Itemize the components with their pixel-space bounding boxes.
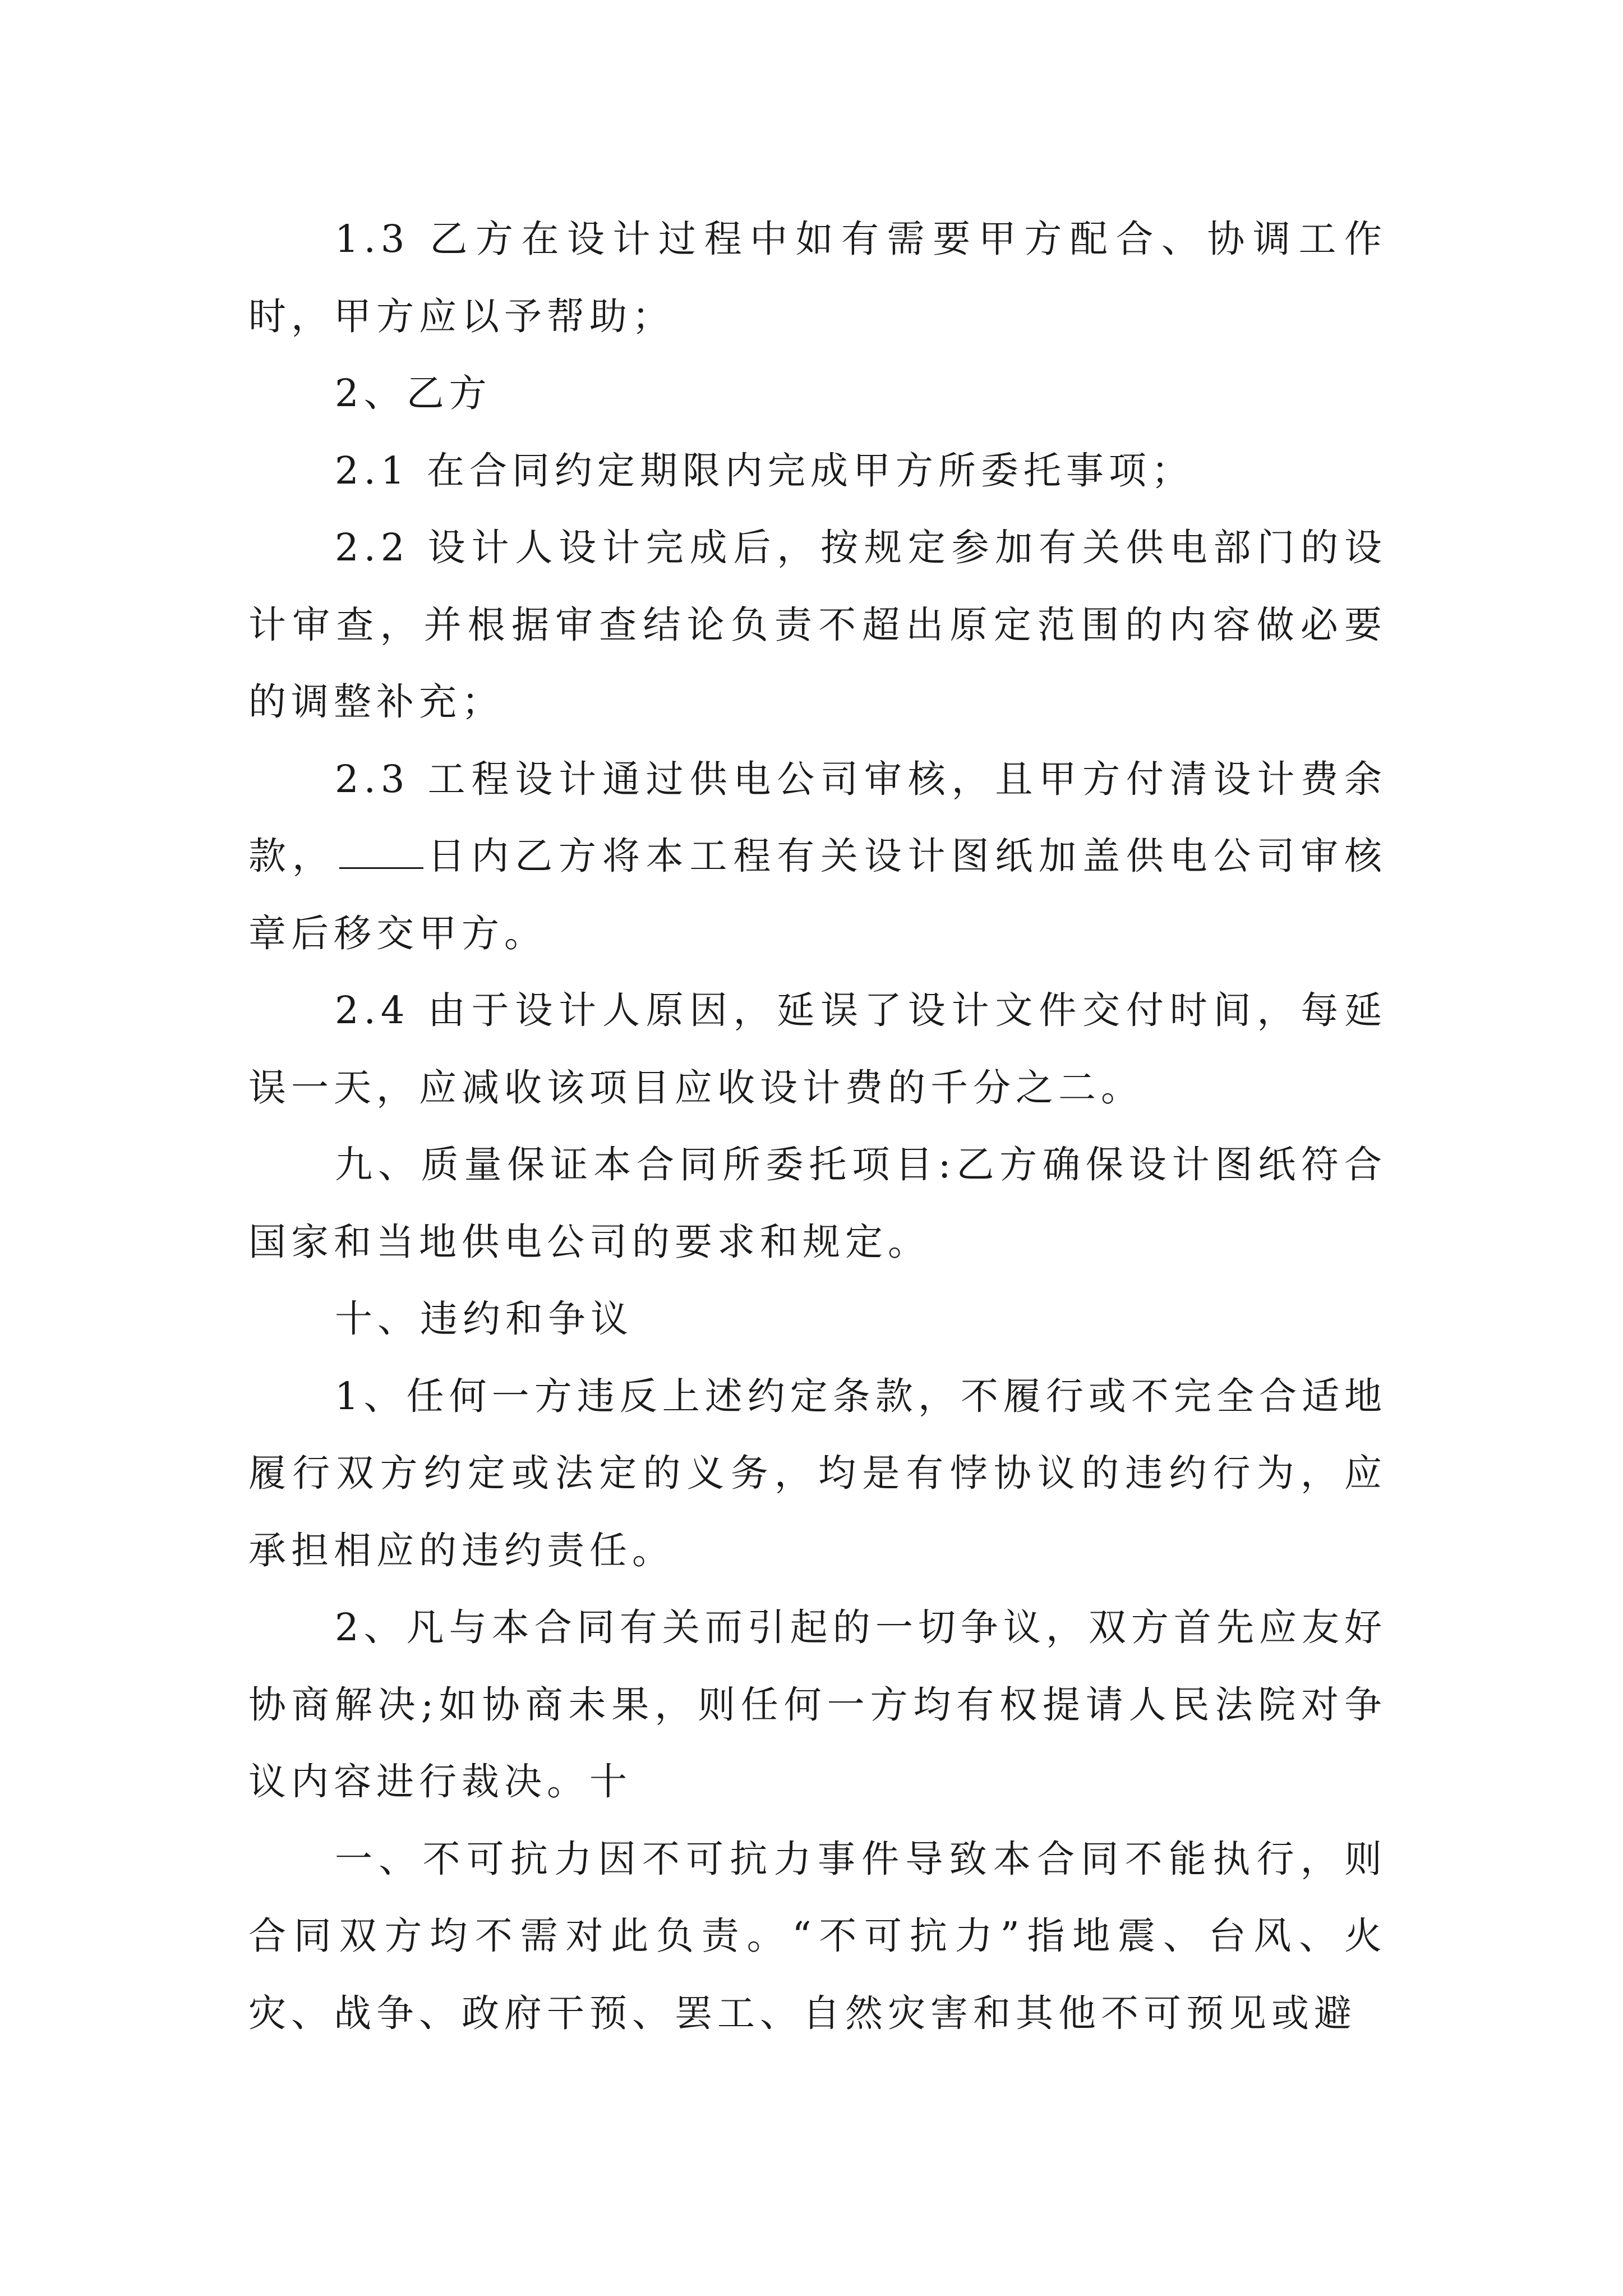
clause-10-2: 2、凡与本合同有关而引起的一切争议，双方首先应友好协商解决;如协商未果，则任何一方均有权提请人民法院对争议内容进行裁决。十 (248, 1605, 1387, 1803)
section-9-quality: 九、质量保证本合同所委托项目:乙方确保设计图纸符合国家和当地供电公司的要求和规定。 (248, 1143, 1387, 1264)
clause-2-3-text-before: 2.3 工程设计通过供电公司审核，且甲方付清设计费余款， (248, 757, 1387, 878)
clause-2-2: 2.2 设计人设计完成后，按规定参加有关供电部门的设计审查，并根据审查结论负责不超出原定范围的内容做必要的调整补充； (248, 526, 1387, 724)
clause-2-3 (248, 741, 1387, 973)
section-party-b-heading: 2、乙方 (335, 371, 492, 415)
clause-2-1: 2.1 在合同约定期限内完成甲方所委托事项； (335, 448, 1194, 493)
section-11-force-majeure: 一、不可抗力因不可抗力事件导致本合同不能执行，则合同双方均不需对此负责。“不可抗力”指地震、台风、火灾、战争、政府干预、罢工、自然灾害和其他不可预见或避 (248, 1837, 1387, 2035)
section-10-heading: 十、违约和争议 (335, 1297, 633, 1341)
clause-2-4: 2.4 由于设计人原因，延误了设计文件交付时间，每延误一天，应减收该项目应收设计费的千分之二。 (248, 988, 1387, 1110)
clause-2-3-text-after: 日内乙方将本工程有关设计图纸加盖供电公司审核章后移交甲方。 (248, 834, 1387, 955)
clause-1-3: 1.3 乙方在设计过程中如有需要甲方配合、协调工作时，甲方应以予帮助； (248, 217, 1387, 338)
document-body (248, 201, 1387, 2052)
clause-10-1: 1、任何一方违反上述约定条款，不履行或不完全合适地履行双方约定或法定的义务，均是有悖协议的违约行为，应承担相应的违约责任。 (248, 1374, 1387, 1572)
fill-in-blank (339, 838, 423, 869)
